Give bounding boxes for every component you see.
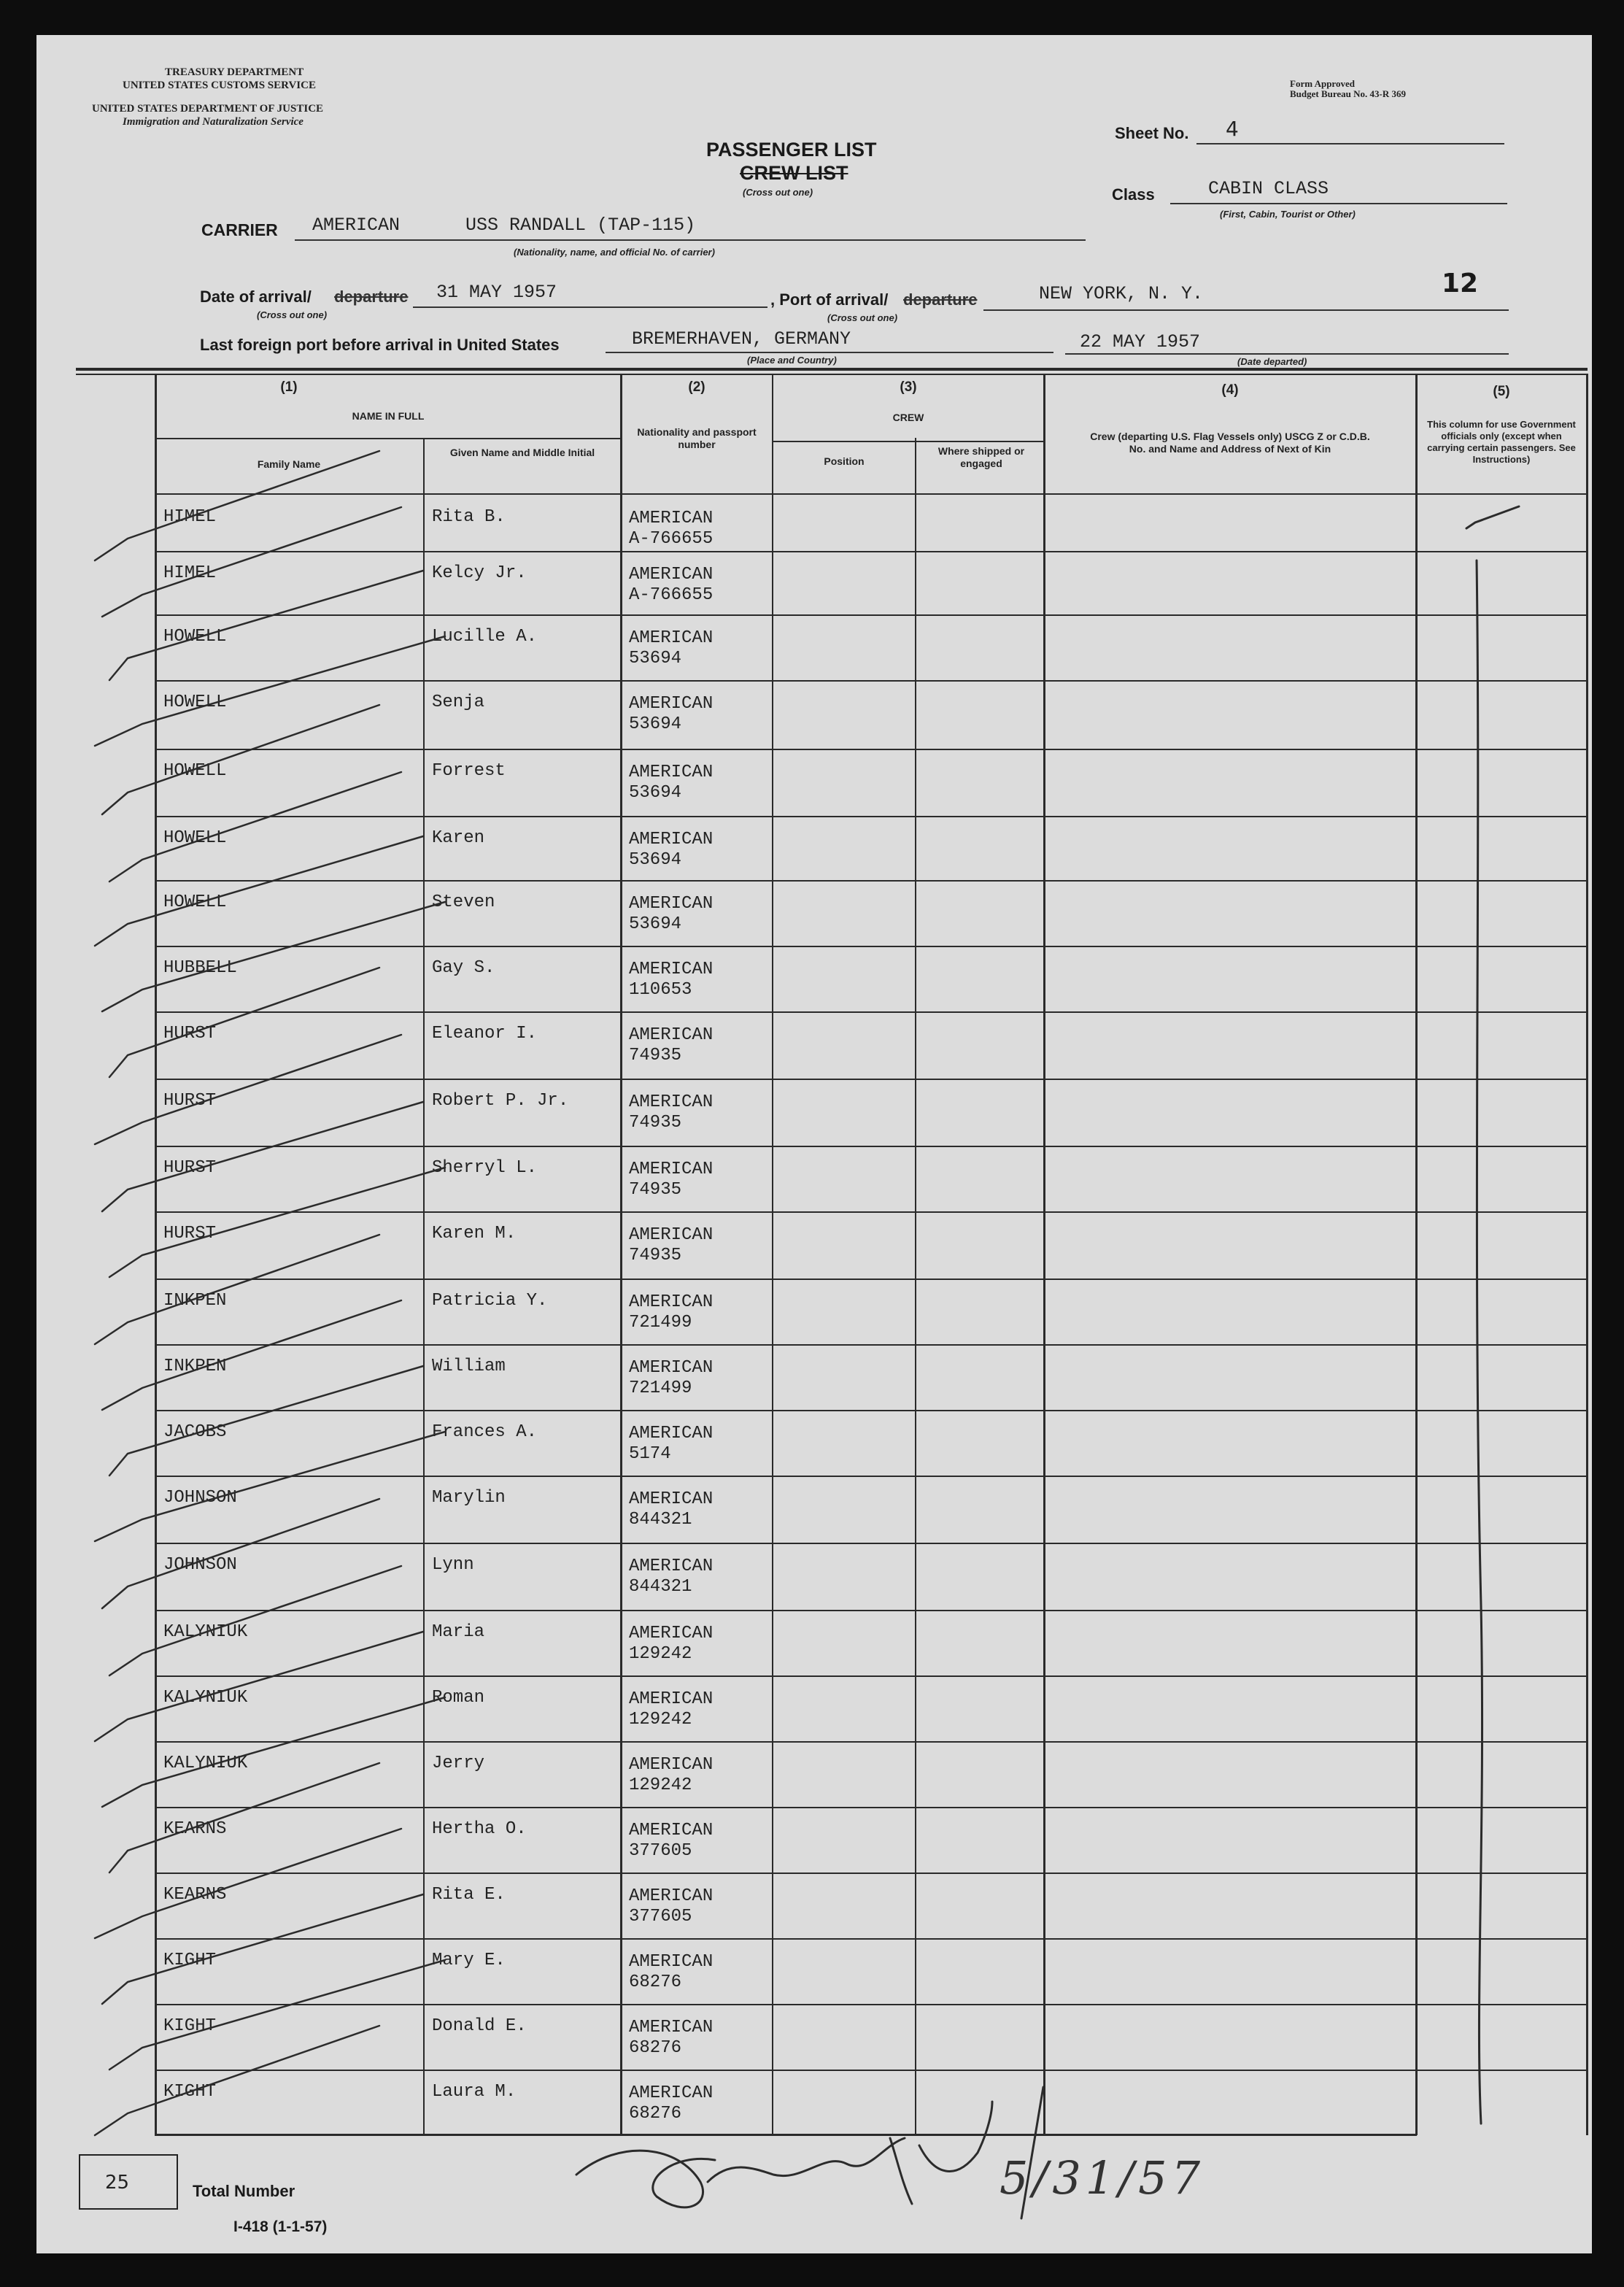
given-name: Steven bbox=[432, 892, 495, 912]
family-name: KIGHT bbox=[163, 1951, 217, 1970]
nationality: AMERICAN bbox=[629, 1624, 714, 1643]
agency-line-4: Immigration and Naturalization Service bbox=[123, 116, 303, 128]
form-approved-2: Budget Bureau No. 43-R 369 bbox=[1290, 88, 1407, 99]
col2-title: Nationality and passport number bbox=[637, 426, 757, 450]
given-name: Patricia Y. bbox=[432, 1291, 548, 1311]
agency-line-1: TREASURY DEPARTMENT bbox=[165, 66, 304, 78]
family-name: HUBBELL bbox=[163, 958, 237, 978]
passport-number: 68276 bbox=[629, 2038, 682, 2058]
passport-number: 129242 bbox=[629, 1644, 692, 1664]
col3b-header: Where shipped or engaged bbox=[937, 445, 1025, 469]
nationality: AMERICAN bbox=[629, 1424, 714, 1443]
family-name: KEARNS bbox=[163, 1819, 227, 1839]
passport-number: 53694 bbox=[629, 783, 682, 803]
given-name: Lucille A. bbox=[432, 627, 538, 647]
family-name: HOWELL bbox=[163, 761, 227, 781]
given-name: Frances A. bbox=[432, 1422, 538, 1442]
passport-number: 721499 bbox=[629, 1378, 692, 1398]
passport-number: 5174 bbox=[629, 1444, 671, 1464]
passport-number: 68276 bbox=[629, 1972, 682, 1992]
col1-number: (1) bbox=[280, 379, 298, 395]
given-name: Rita B. bbox=[432, 507, 506, 527]
col4-title: Crew (departing U.S. Flag Vessels only) USCG Z or C.D.B. No. and Name and Address of Next of Kin bbox=[1090, 431, 1370, 455]
nationality: AMERICAN bbox=[629, 894, 714, 914]
passport-number: 110653 bbox=[629, 980, 692, 1000]
departed-note: (Date departed) bbox=[1237, 356, 1307, 367]
passport-number: A-766655 bbox=[629, 585, 714, 605]
passport-number: 74935 bbox=[629, 1113, 682, 1133]
col4-number: (4) bbox=[1221, 382, 1239, 398]
carrier-note: (Nationality, name, and official No. of carrier) bbox=[514, 247, 715, 258]
given-name: Robert P. Jr. bbox=[432, 1091, 569, 1111]
nationality: AMERICAN bbox=[629, 1092, 714, 1112]
nationality: AMERICAN bbox=[629, 1489, 714, 1509]
family-name: HURST bbox=[163, 1158, 217, 1178]
carrier-value: AMERICAN USS RANDALL (TAP-115) bbox=[312, 215, 696, 236]
title-note: (Cross out one) bbox=[743, 187, 813, 198]
nationality: AMERICAN bbox=[629, 1292, 714, 1312]
sheet-label: Sheet No. bbox=[1115, 124, 1189, 142]
given-name: Gay S. bbox=[432, 958, 495, 978]
last-port-label: Last foreign port before arrival in United States bbox=[200, 336, 560, 354]
given-name: Karen M. bbox=[432, 1224, 517, 1243]
nationality: AMERICAN bbox=[629, 1160, 714, 1179]
agency-line-2: UNITED STATES CUSTOMS SERVICE bbox=[123, 80, 316, 91]
col1b-header: Given Name and Middle Initial bbox=[449, 447, 595, 458]
given-name: Roman bbox=[432, 1688, 485, 1708]
given-name: Kelcy Jr. bbox=[432, 563, 527, 583]
family-name: KALYNIUK bbox=[163, 1754, 248, 1773]
family-name: JOHNSON bbox=[163, 1488, 237, 1508]
family-name: JACOBS bbox=[163, 1422, 227, 1442]
passport-number: 74935 bbox=[629, 1180, 682, 1200]
passport-number: 68276 bbox=[629, 2104, 682, 2124]
col1-title: NAME IN FULL bbox=[352, 410, 425, 422]
port-struck: departure bbox=[903, 290, 978, 309]
family-name: KALYNIUK bbox=[163, 1622, 248, 1642]
family-name: HIMEL bbox=[163, 563, 217, 583]
passport-number: A-766655 bbox=[629, 529, 714, 549]
family-name: HOWELL bbox=[163, 892, 227, 912]
given-name: Hertha O. bbox=[432, 1819, 527, 1839]
passport-number: 844321 bbox=[629, 1577, 692, 1597]
passport-number: 129242 bbox=[629, 1710, 692, 1729]
total-label: Total Number bbox=[193, 2182, 295, 2200]
family-name: KIGHT bbox=[163, 2016, 217, 2036]
family-name: KEARNS bbox=[163, 1885, 227, 1905]
departed-value: 22 MAY 1957 bbox=[1080, 331, 1201, 352]
nationality: AMERICAN bbox=[629, 1952, 714, 1972]
given-name: Rita E. bbox=[432, 1885, 506, 1905]
family-name: KIGHT bbox=[163, 2082, 217, 2102]
total-value: 25 bbox=[105, 2172, 130, 2194]
family-name: HOWELL bbox=[163, 828, 227, 848]
family-name: HURST bbox=[163, 1224, 217, 1243]
passport-number: 53694 bbox=[629, 914, 682, 934]
nationality: AMERICAN bbox=[629, 1689, 714, 1709]
col2-number: (2) bbox=[688, 379, 705, 395]
arrival-value: 31 MAY 1957 bbox=[436, 282, 557, 303]
family-name: INKPEN bbox=[163, 1357, 227, 1376]
given-name: Karen bbox=[432, 828, 485, 848]
port-value: NEW YORK, N. Y. bbox=[1039, 283, 1204, 304]
nationality: AMERICAN bbox=[629, 2083, 714, 2103]
passport-number: 53694 bbox=[629, 714, 682, 734]
passport-number: 74935 bbox=[629, 1046, 682, 1065]
given-name: Eleanor I. bbox=[432, 1024, 538, 1044]
last-port-note: (Place and Country) bbox=[747, 355, 837, 366]
given-name: Laura M. bbox=[432, 2082, 517, 2102]
nationality: AMERICAN bbox=[629, 1755, 714, 1775]
passport-number: 721499 bbox=[629, 1313, 692, 1333]
col1a-header: Family Name bbox=[257, 458, 321, 470]
given-name: Sherryl L. bbox=[432, 1158, 538, 1178]
page-title-struck: CREW LIST bbox=[740, 162, 848, 184]
passport-number: 53694 bbox=[629, 649, 682, 668]
nationality: AMERICAN bbox=[629, 1886, 714, 1906]
col5-title: This column for use Government officials only (except when carrying certain passengers. See Instructions) bbox=[1427, 419, 1576, 465]
given-name: Maria bbox=[432, 1622, 485, 1642]
form-id: I-418 (1-1-57) bbox=[233, 2218, 328, 2235]
agency-line-3: UNITED STATES DEPARTMENT OF JUSTICE bbox=[92, 103, 324, 115]
given-name: Mary E. bbox=[432, 1951, 506, 1970]
family-name: INKPEN bbox=[163, 1291, 227, 1311]
given-name: William bbox=[432, 1357, 506, 1376]
col3-title: CREW bbox=[892, 412, 924, 423]
given-name: Marylin bbox=[432, 1488, 506, 1508]
family-name: HOWELL bbox=[163, 627, 227, 647]
given-name: Forrest bbox=[432, 761, 506, 781]
signature-date: 5/31/57 bbox=[999, 2151, 1205, 2205]
given-name: Senja bbox=[432, 693, 485, 712]
passport-number: 129242 bbox=[629, 1775, 692, 1795]
form-approved-1: Form Approved bbox=[1290, 78, 1355, 89]
port-label: , Port of arrival/ bbox=[770, 290, 889, 309]
col3a-header: Position bbox=[824, 455, 865, 467]
page-number: 12 bbox=[1442, 269, 1479, 298]
nationality: AMERICAN bbox=[629, 763, 714, 782]
class-value: CABIN CLASS bbox=[1208, 178, 1329, 199]
given-name: Lynn bbox=[432, 1555, 474, 1575]
family-name: HURST bbox=[163, 1091, 217, 1111]
nationality: AMERICAN bbox=[629, 509, 714, 528]
sheet-value: 4 bbox=[1226, 117, 1239, 141]
nationality: AMERICAN bbox=[629, 960, 714, 979]
nationality: AMERICAN bbox=[629, 1225, 714, 1245]
page-title: PASSENGER LIST bbox=[706, 139, 877, 161]
given-name: Donald E. bbox=[432, 2016, 527, 2036]
family-name: KALYNIUK bbox=[163, 1688, 248, 1708]
col5-number: (5) bbox=[1493, 384, 1510, 399]
passport-number: 844321 bbox=[629, 1510, 692, 1530]
nationality: AMERICAN bbox=[629, 565, 714, 585]
passport-number: 74935 bbox=[629, 1246, 682, 1265]
nationality: AMERICAN bbox=[629, 1557, 714, 1576]
carrier-label: CARRIER bbox=[201, 220, 278, 239]
nationality: AMERICAN bbox=[629, 2018, 714, 2037]
family-name: HIMEL bbox=[163, 507, 217, 527]
given-name: Jerry bbox=[432, 1754, 485, 1773]
col3-number: (3) bbox=[900, 379, 917, 395]
last-port-value: BREMERHAVEN, GERMANY bbox=[632, 328, 851, 350]
passport-number: 53694 bbox=[629, 850, 682, 870]
arrival-label: Date of arrival/ bbox=[200, 288, 312, 306]
family-name: JOHNSON bbox=[163, 1555, 237, 1575]
nationality: AMERICAN bbox=[629, 694, 714, 714]
arrival-note: (Cross out one) bbox=[257, 309, 328, 320]
passport-number: 377605 bbox=[629, 1907, 692, 1927]
nationality: AMERICAN bbox=[629, 1358, 714, 1378]
family-name: HURST bbox=[163, 1024, 217, 1044]
nationality: AMERICAN bbox=[629, 830, 714, 849]
arrival-struck: departure bbox=[334, 288, 409, 306]
class-label: Class bbox=[1112, 185, 1155, 204]
nationality: AMERICAN bbox=[629, 628, 714, 648]
family-name: HOWELL bbox=[163, 693, 227, 712]
nationality: AMERICAN bbox=[629, 1821, 714, 1840]
class-note: (First, Cabin, Tourist or Other) bbox=[1220, 209, 1356, 220]
passport-number: 377605 bbox=[629, 1841, 692, 1861]
port-note: (Cross out one) bbox=[827, 312, 898, 323]
nationality: AMERICAN bbox=[629, 1025, 714, 1045]
